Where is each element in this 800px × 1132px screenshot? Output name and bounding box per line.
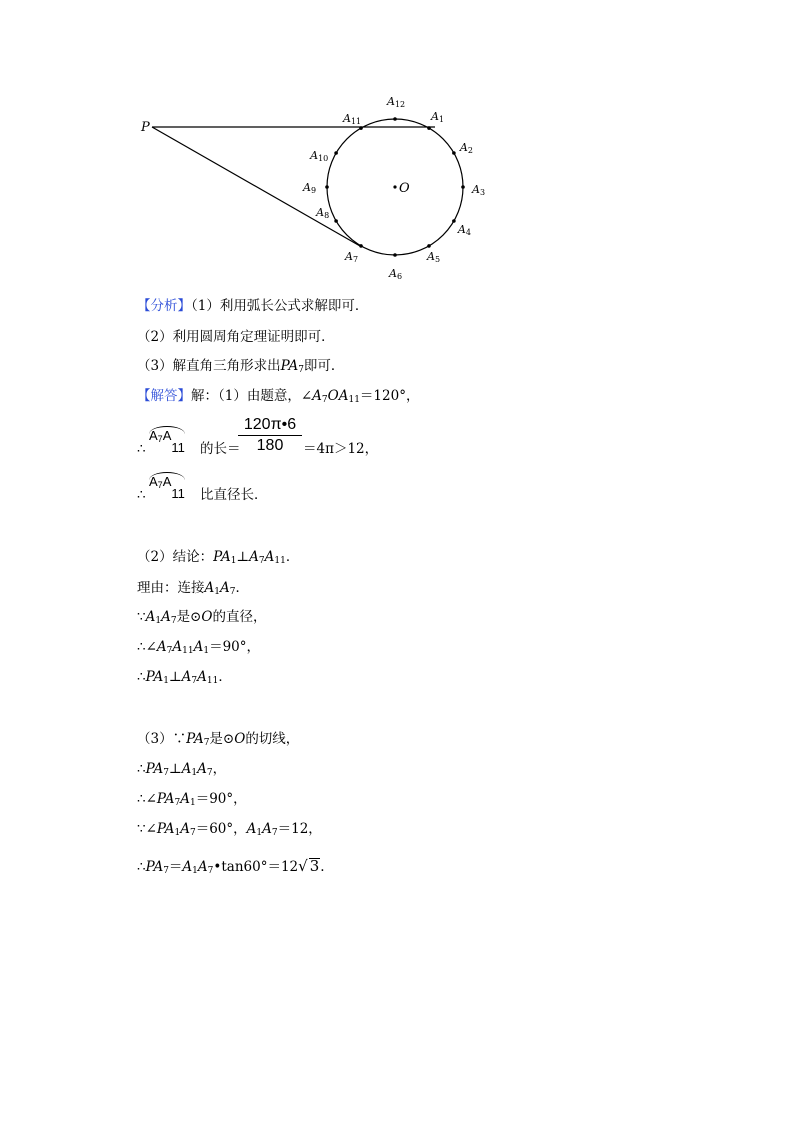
point-dot-7 [359, 244, 363, 248]
part2-conclusion: （2）结论：PA1⊥A7A11． [137, 549, 300, 566]
point-dot-5 [427, 244, 431, 248]
point-dot-12 [393, 117, 397, 121]
point-label-7: A7 [345, 249, 359, 264]
point-label-sub-9: 9 [310, 186, 317, 195]
arc-length-label: 的长＝ [200, 441, 241, 457]
answer-tag: 【解答】 [137, 388, 191, 404]
arc-a7-a11-2: A7A11 [149, 474, 185, 501]
analysis-line-3: （3）解直角三角形求出PA7即可． [137, 358, 345, 375]
part2-therefore: ∴PA1⊥A7A11． [137, 669, 232, 686]
point-label-6: A6 [389, 267, 403, 280]
part3-perpendicular: ∴PA7⊥A1A7， [137, 761, 227, 778]
center-dot [393, 185, 396, 188]
answer-line-1: 【解答】解：（1）由题意，∠A7OA11＝120°， [137, 388, 420, 405]
point-label-sub-10: 10 [318, 154, 329, 163]
part3-given: ∵∠PA1A7＝60°，A1A7＝12， [137, 821, 322, 838]
part2-because: ∵A1A7是⊙O的直径， [137, 609, 267, 626]
point-label-9: A9 [303, 181, 317, 195]
geometry-figure [130, 95, 510, 280]
label-p: P [141, 120, 150, 135]
point-label-3: A3 [472, 183, 486, 197]
point-label-sub-5: 5 [434, 254, 441, 264]
arc-a7-a11-1: A7A11 [149, 428, 185, 455]
point-label-sub-2: 2 [467, 146, 473, 155]
point-dot-3 [461, 185, 465, 189]
arc-length-result: ＝4π＞12， [303, 441, 379, 457]
point-dot-11 [359, 126, 363, 130]
point-label-5: A5 [427, 249, 441, 264]
point-label-12: A12 [387, 95, 406, 109]
point-dot-4 [452, 219, 456, 223]
point-dot-1 [427, 126, 431, 130]
part2-angle: ∴∠A7A11A1＝90°， [137, 639, 261, 656]
point-label-sub-7: 7 [352, 254, 359, 264]
part3-result: ∴PA7＝A1A7•tan60°＝12√ 3. [137, 857, 325, 876]
sqrt-sign: √ [298, 857, 308, 875]
point-label-11: A11 [343, 112, 362, 127]
point-label-sub-12: 12 [394, 100, 406, 109]
part3-right-angle: ∴∠PA7A1＝90°， [137, 791, 247, 808]
fraction-denominator: 180 [256, 437, 284, 454]
fraction-numerator: 120π•6 [238, 415, 302, 436]
point-label-10: A10 [310, 149, 329, 163]
label-o: O [399, 181, 410, 196]
therefore-sign-2: ∴ [137, 487, 146, 503]
analysis-line-2: （2）利用圆周角定理证明即可． [137, 329, 335, 345]
point-label-sub-3: 3 [479, 188, 486, 197]
point-label-1: A1 [431, 110, 445, 125]
point-label-4: A4 [457, 223, 471, 237]
tangent-line-p-a7 [152, 127, 360, 246]
point-label-8: A8 [316, 206, 330, 220]
therefore-sign-1: ∴ [137, 441, 146, 457]
sqrt-radicand: 3 [309, 857, 320, 875]
point-label-sub-11: 11 [350, 117, 362, 127]
compare-diameter: 比直径长． [200, 487, 268, 503]
point-label-2: A2 [459, 141, 473, 155]
point-dot-2 [452, 151, 456, 155]
point-label-sub-6: 6 [396, 272, 403, 280]
analysis-tag: 【分析】 [137, 298, 191, 314]
point-label-sub-1: 1 [438, 115, 445, 125]
arc-length-fraction [238, 415, 302, 456]
part2-reason: 理由：连接A1A7． [137, 580, 249, 597]
point-dot-9 [325, 185, 329, 189]
point-dot-8 [334, 219, 338, 223]
point-label-sub-4: 4 [465, 228, 471, 237]
point-dot-10 [334, 151, 338, 155]
point-dot-6 [393, 253, 397, 257]
point-label-sub-8: 8 [324, 211, 330, 220]
part3-because: （3）∵PA7是⊙O的切线， [137, 731, 300, 748]
analysis-line-1: 【分析】（1）利用弧长公式求解即可． [137, 298, 369, 314]
